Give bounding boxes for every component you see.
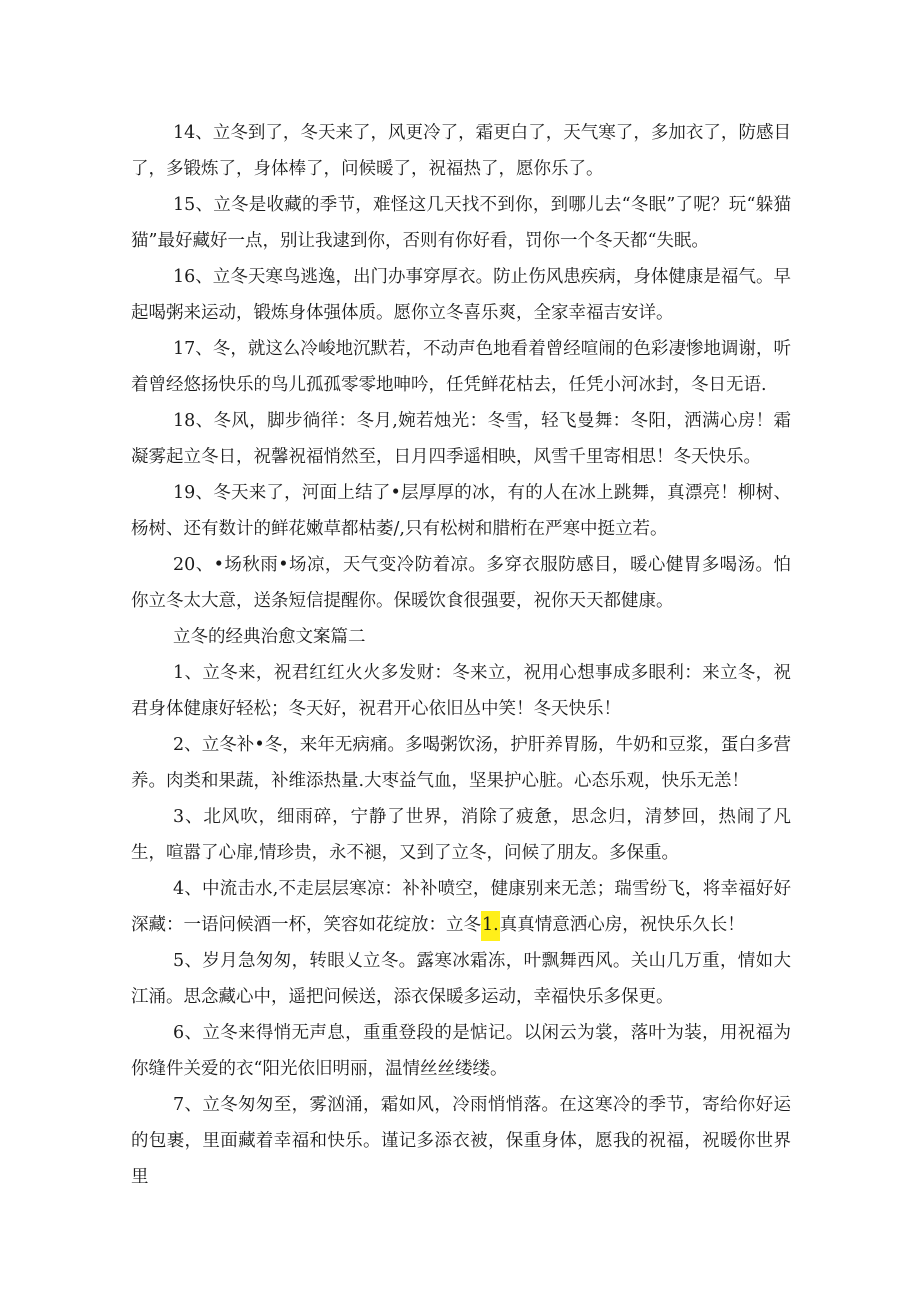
paragraph-16: 16、立冬天寒鸟逃逸，出门办事穿厚衣。防止伤风患疾病，身体健康是福气。早起喝粥来运动，锻炼身体强体质。愿你立冬喜乐爽，全家幸福吉安详。 — [131, 267, 791, 323]
paragraph-2: 2、立冬补•冬，来年无病痛。多喝粥饮汤，护肝养胃肠，牛奶和豆浆，蛋白多营养。肉类和果蔬，补维添热量.大枣益气血，坚果护心脏。心态乐观，快乐无恙！ — [131, 735, 791, 791]
highlighted-text: 1. — [481, 911, 500, 941]
paragraph-1: 1、立冬来，祝君红红火火多发财：冬来立，祝用心想事成多眼利：来立冬，祝君身体健康好轻松；冬天好，祝君开心依旧丛中笑！冬天快乐！ — [131, 663, 791, 719]
paragraph-7: 7、立冬匆匆至，雾汹涌，霜如风，冷雨悄悄落。在这寒冷的季节，寄给你好运的包裹，里面藏着幸福和快乐。谨记多添衣被，保重身体，愿我的祝福，祝暖你世界里 — [131, 1095, 791, 1187]
paragraph-15: 15、立冬是收藏的季节，难怪这几天找不到你，到哪儿去“冬眠”了呢？玩“躲猫猫”最好藏好一点，别让我逮到你，否则有你好看，罚你一个冬天都“失眠。 — [131, 195, 791, 251]
paragraph-20: 20、•场秋雨•场凉，天气变冷防着凉。多穿衣服防感目，暖心健胃多喝汤。怕你立冬太大意，送条短信提醒你。保暖饮食很强要，祝你天天都健康。 — [131, 555, 791, 611]
section-heading: 立冬的经典治愈文案篇二 — [173, 627, 366, 647]
paragraph-4-after: 真真情意洒心房，祝快乐久长！ — [499, 915, 745, 935]
paragraph-6: 6、立冬来得悄无声息，重重登段的是惦记。以闲云为裳，落叶为装，用祝福为你缝件关爱的衣“阳光依旧明丽，温情丝丝缕缕。 — [131, 1023, 791, 1079]
paragraph-19: 19、冬天来了，河面上结了•层厚厚的冰，有的人在冰上跳舞，真漂亮！柳树、杨树、还有数计的鲜花嫩草都枯萎/,只有松树和腊桁在严寒中挺立若。 — [131, 483, 791, 539]
paragraph-18: 18、冬风，脚步徜徉：冬月,婉若烛光：冬雪，轻飞曼舞：冬阳，洒满心房！霜凝雾起立冬日，祝馨祝福悄然至，日月四季遥相映，风雪千里寄相思！冬天快乐。 — [131, 411, 791, 467]
paragraph-14: 14、立冬到了，冬天来了，风更冷了，霜更白了，天气寒了，多加衣了，防感目了，多锻炼了，身体棒了，问候暖了，祝福热了，愿你乐了。 — [131, 123, 791, 179]
paragraph-4-before: 4、中流击水,不走层层寒凉：补补喷空，健康别来无恙；瑞雪纷飞，将幸福好好深藏：一语问候酒一杯，笑容如花绽放：立冬 — [131, 879, 791, 935]
paragraph-5: 5、岁月急匆匆，转眼乂立冬。露寒冰霜冻，叶飘舞西风。关山几万重，情如大江涌。思念藏心中，遥把问候送，添衣保暖多运动，幸福快乐多保更。 — [131, 951, 791, 1007]
paragraph-17: 17、冬，就这么冷峻地沉默若，不动声色地看着曾经喧闹的色彩凄惨地调谢，听着曾经悠扬快乐的鸟儿孤孤零零地呻吟，任凭鲜花枯去，任凭小河冰封，冬日无语. — [131, 339, 791, 395]
document-body — [131, 115, 791, 1195]
paragraph-3: 3、北风吹，细雨碎，宁静了世界，消除了疲惫，思念归，清梦回，热闹了凡生，喧嚣了心扉,情珍贵，永不褪，又到了立冬，问候了朋友。多保重。 — [131, 807, 791, 863]
paragraph-4 — [131, 871, 791, 943]
